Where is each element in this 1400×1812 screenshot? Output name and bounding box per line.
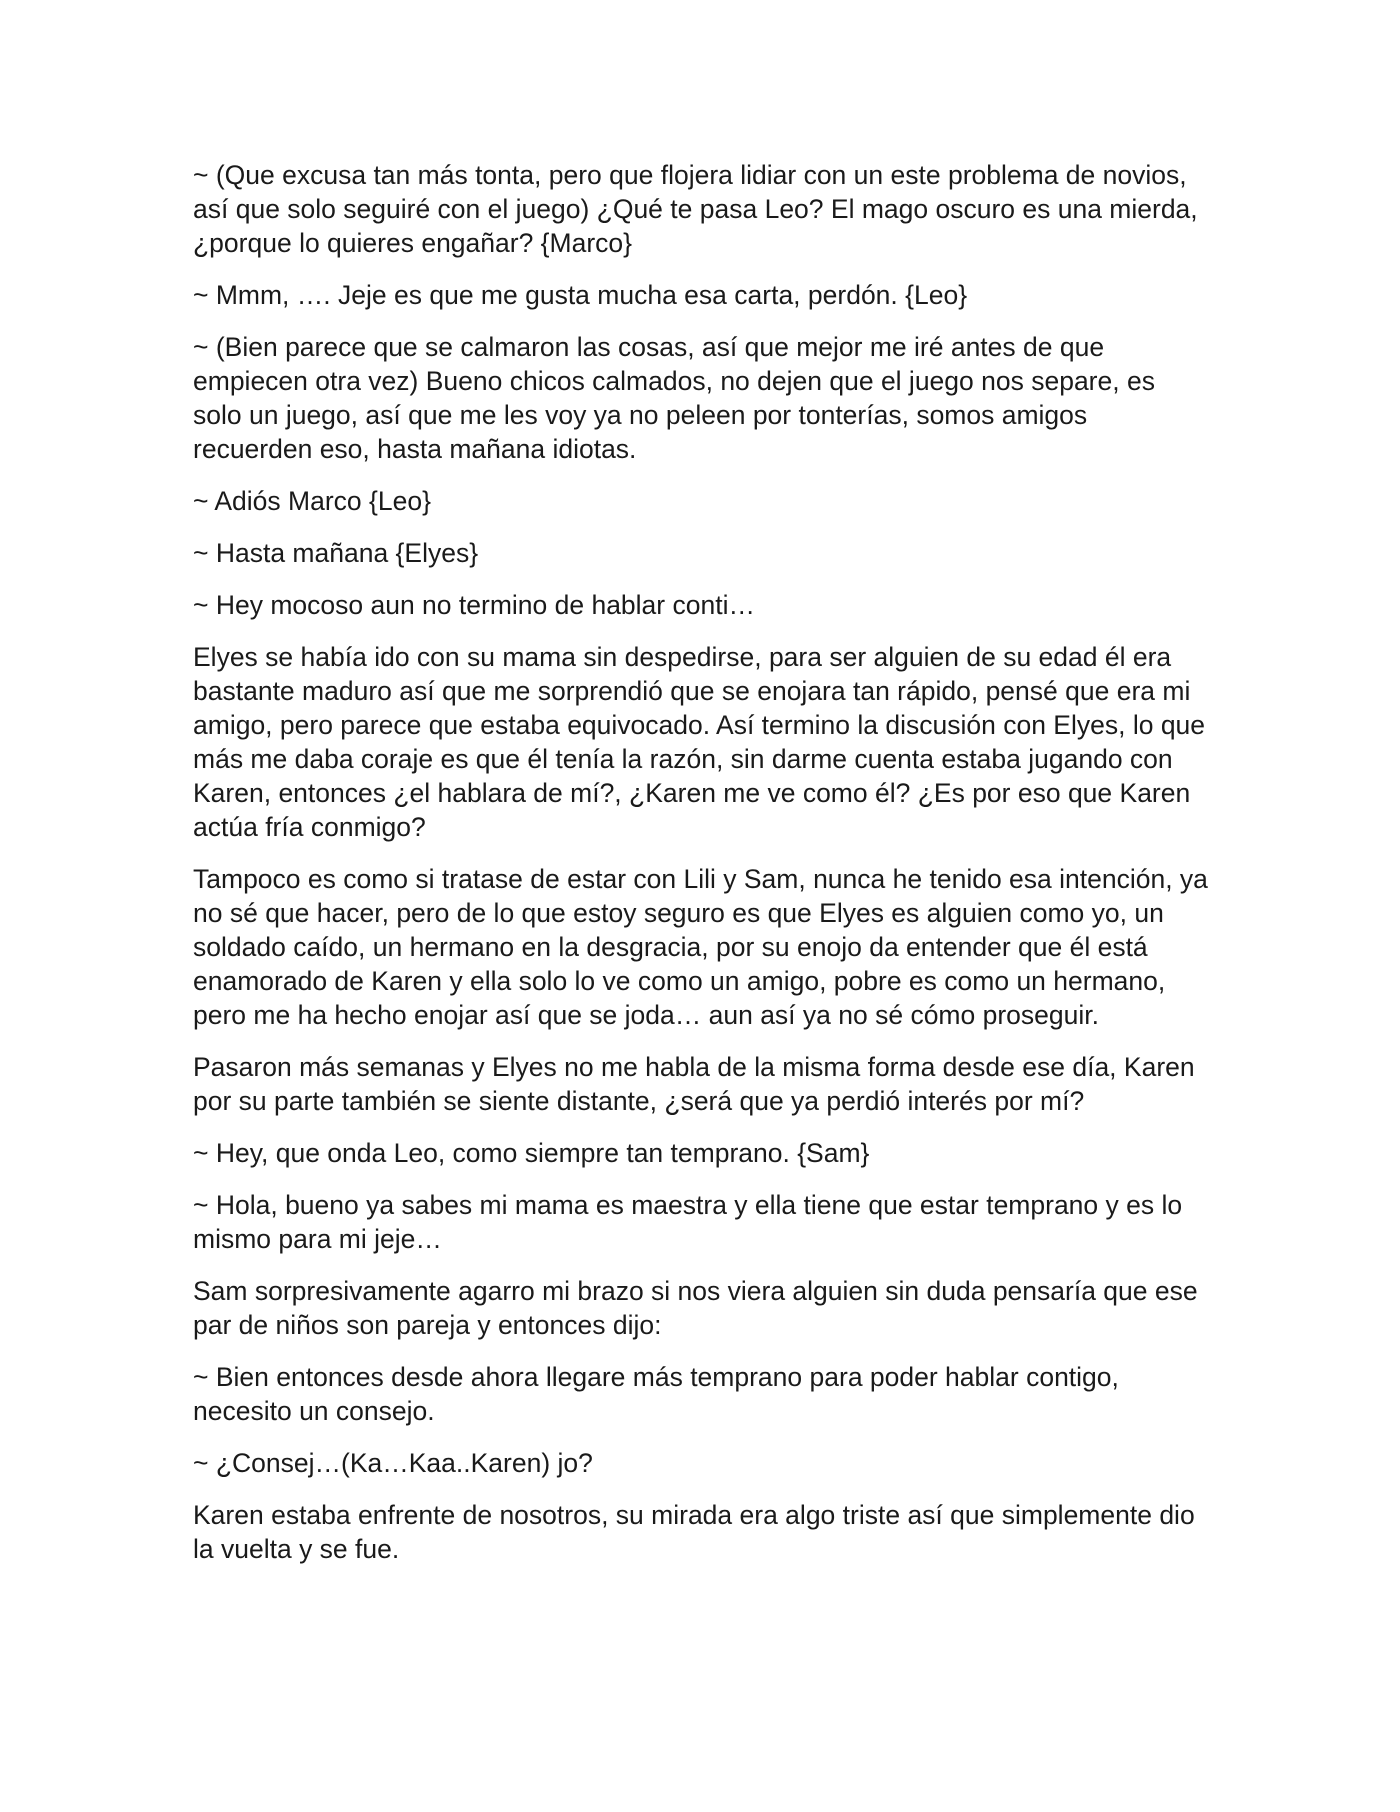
paragraph-13: ~ Bien entonces desde ahora llegare más temprano para poder hablar contigo, necesito un consejo. — [193, 1362, 1119, 1426]
paragraph-12: Sam sorpresivamente agarro mi brazo si nos viera alguien sin duda pensaría que ese par de niños son pareja y entonces dijo: — [193, 1276, 1198, 1340]
paragraph-2: ~ Mmm, …. Jeje es que me gusta mucha esa carta, perdón. {Leo} — [193, 280, 968, 310]
paragraph-1: ~ (Que excusa tan más tonta, pero que flojera lidiar con un este problema de novios, así que solo seguiré con el juego) ¿Qué te pasa Leo? El mago oscuro es una mierda, ¿porque lo quieres engañar? {Marco} — [193, 160, 1198, 258]
paragraph-4: ~ Adiós Marco {Leo} — [193, 486, 431, 516]
paragraph-7: Elyes se había ido con su mama sin despedirse, para ser alguien de su edad él era bastante maduro así que me sorprendió que se enojara tan rápido, pensé que era mi amigo, pero parece que estaba equivocado. Así termino la discusión con Elyes, lo que más me daba coraje es que él tenía la razón, sin darme cuenta estaba jugando con Karen, entonces ¿el hablara de mí?, ¿Karen me ve como él? ¿Es por eso que Karen actúa fría conmigo? — [193, 642, 1206, 842]
paragraph-15: Karen estaba enfrente de nosotros, su mirada era algo triste así que simplemente dio la vuelta y se fue. — [193, 1500, 1195, 1564]
paragraph-6: ~ Hey mocoso aun no termino de hablar conti… — [193, 590, 755, 620]
document-page — [193, 158, 1208, 1584]
paragraph-5: ~ Hasta mañana {Elyes} — [193, 538, 479, 568]
paragraph-14: ~ ¿Consej…(Ka…Kaa..Karen) jo? — [193, 1448, 593, 1478]
paragraph-10: ~ Hey, que onda Leo, como siempre tan temprano. {Sam} — [193, 1138, 870, 1168]
paragraph-11: ~ Hola, bueno ya sabes mi mama es maestra y ella tiene que estar temprano y es lo mismo para mi jeje… — [193, 1190, 1183, 1254]
paragraph-9: Pasaron más semanas y Elyes no me habla de la misma forma desde ese día, Karen por su parte también se siente distante, ¿será que ya perdió interés por mí? — [193, 1052, 1195, 1116]
paragraph-3: ~ (Bien parece que se calmaron las cosas, así que mejor me iré antes de que empiecen otra vez) Bueno chicos calmados, no dejen que el juego nos separe, es solo un juego, así que me les voy ya no peleen por tonterías, somos amigos recuerden eso, hasta mañana idiotas. — [193, 332, 1155, 464]
paragraph-8: Tampoco es como si tratase de estar con Lili y Sam, nunca he tenido esa intención, ya no sé que hacer, pero de lo que estoy seguro es que Elyes es alguien como yo, un soldado caído, un hermano en la desgracia, por su enojo da entender que él está enamorado de Karen y ella solo lo ve como un amigo, pobre es como un hermano, pero me ha hecho enojar así que se joda… aun así ya no sé cómo proseguir. — [193, 864, 1208, 1030]
